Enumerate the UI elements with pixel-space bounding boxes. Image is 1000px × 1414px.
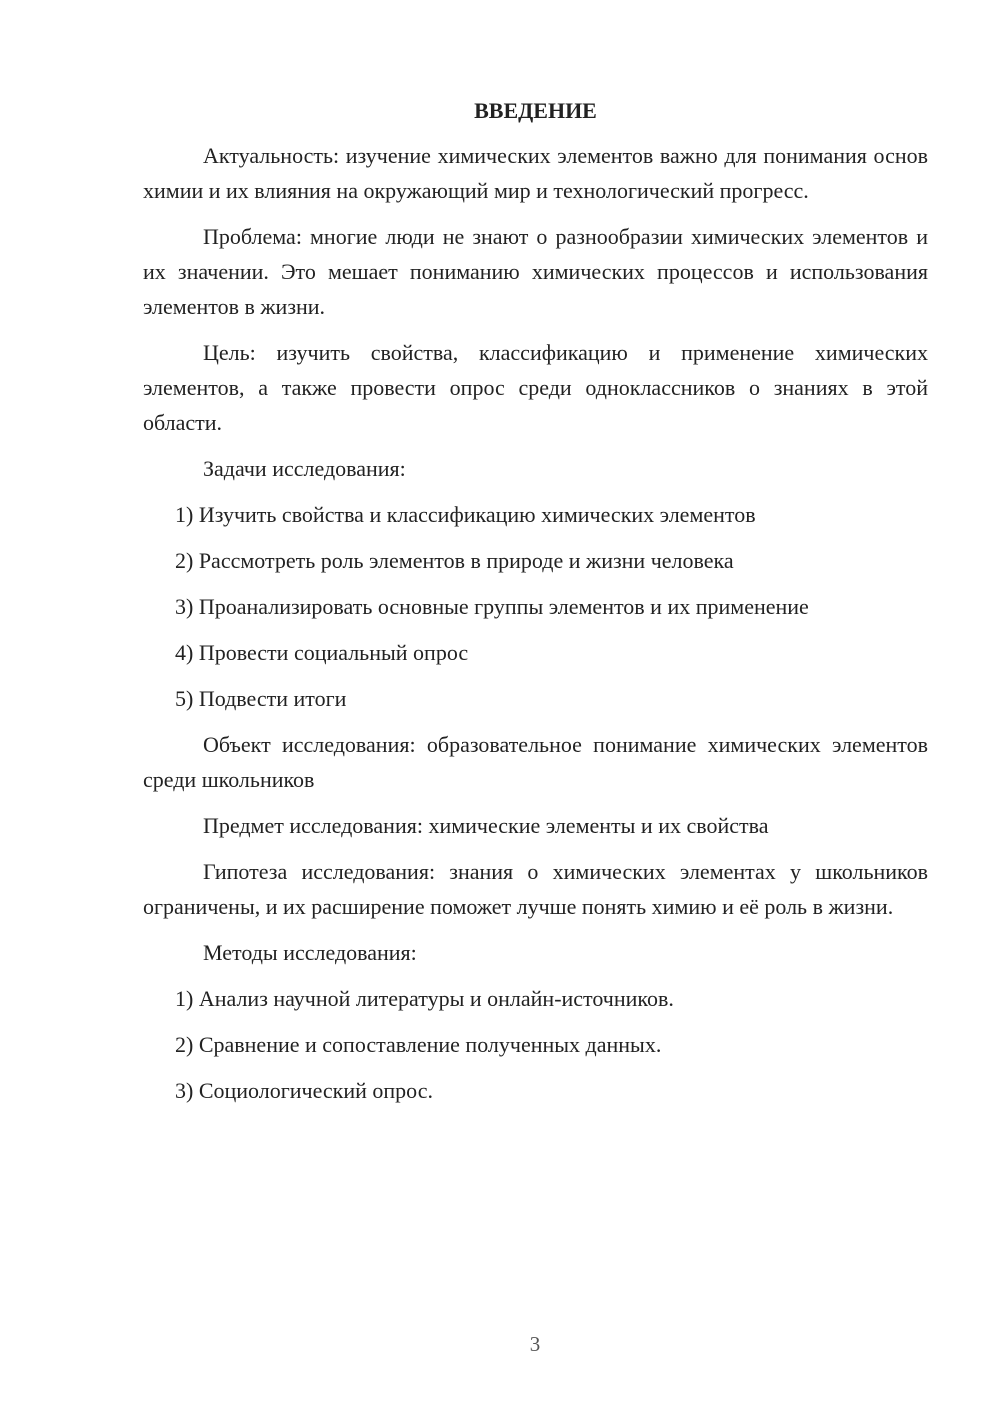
method-item: 3) Социологический опрос. xyxy=(175,1078,433,1103)
tasks-list xyxy=(143,497,928,716)
task-item: 1) Изучить свойства и классификацию химических элементов xyxy=(175,502,756,527)
goal-paragraph: Цель: изучить свойства, классификацию и применение химических элементов, а также провести опрос среди одноклассников о знаниях в этой области. xyxy=(143,340,928,435)
subject-paragraph: Предмет исследования: химические элементы и их свойства xyxy=(203,813,769,838)
task-item: 4) Провести социальный опрос xyxy=(175,640,469,665)
hypothesis-paragraph: Гипотеза исследования: знания о химических элементах у школьников ограничены, и их расширение поможет лучше понять химию и её роль в жизни. xyxy=(143,859,928,919)
method-item: 2) Сравнение и сопоставление полученных данных. xyxy=(175,1032,662,1057)
tasks-heading: Задачи исследования: xyxy=(203,456,406,481)
section-title: ВВЕДЕНИЕ xyxy=(474,98,597,123)
actuality-paragraph: Актуальность: изучение химических элементов важно для понимания основ химии и их влияния на окружающий мир и технологический прогресс. xyxy=(143,143,928,203)
method-item: 1) Анализ научной литературы и онлайн-источников. xyxy=(175,986,674,1011)
page-number: 3 xyxy=(529,1332,541,1356)
page-content xyxy=(143,94,928,1119)
methods-list xyxy=(143,981,928,1108)
task-item: 5) Подвести итоги xyxy=(175,686,347,711)
problem-paragraph: Проблема: многие люди не знают о разнообразии химических элементов и их значении. Это мешает пониманию химических процессов и использования элементов в жизни. xyxy=(143,224,928,319)
methods-heading: Методы исследования: xyxy=(203,940,417,965)
task-item: 3) Проанализировать основные группы элементов и их применение xyxy=(175,594,809,619)
object-paragraph: Объект исследования: образовательное понимание химических элементов среди школьников xyxy=(143,732,928,792)
task-item: 2) Рассмотреть роль элементов в природе и жизни человека xyxy=(175,548,734,573)
